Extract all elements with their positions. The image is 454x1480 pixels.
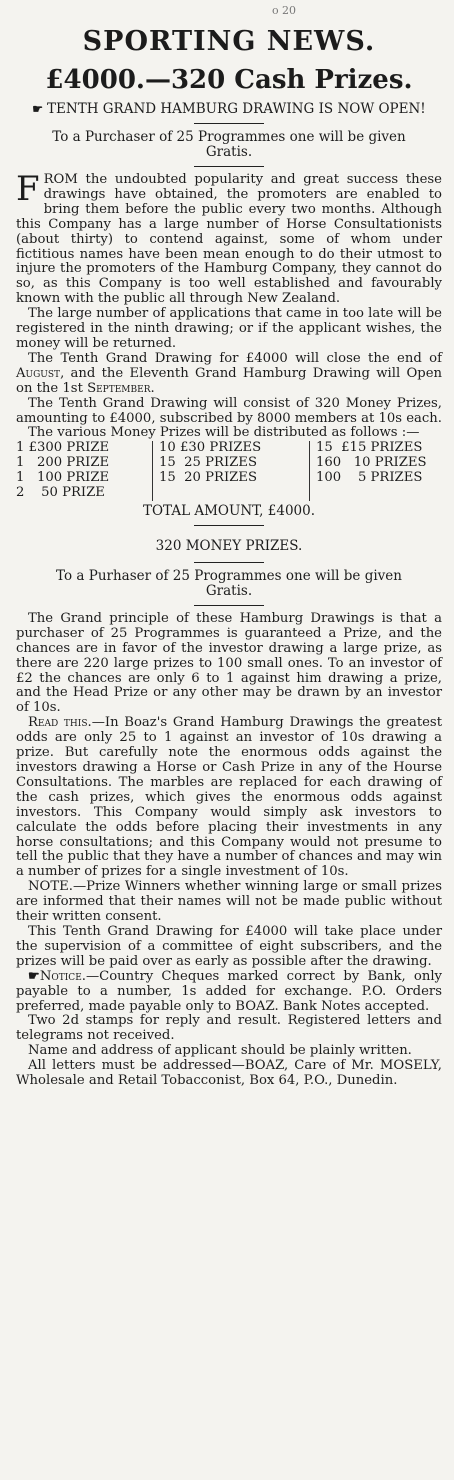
total-amount: TOTAL AMOUNT, £4000. xyxy=(142,502,315,519)
article-body xyxy=(16,169,442,441)
table-row: 2 50 PRIZE xyxy=(16,486,442,501)
divider xyxy=(194,605,264,606)
divider xyxy=(194,525,264,526)
gratis-label: Gratis. xyxy=(205,144,253,160)
table-row: 1 £300 PRIZE 10 £30 PRIZES 15 £15 PRIZES xyxy=(16,441,442,456)
prizes-heading: £4000.—320 Cash Prizes. xyxy=(45,65,413,95)
paragraph-applications: The large number of applications that came in too late will be registered in the ninth drawing; or if the applicant wishes, the money will be returned. xyxy=(16,306,442,351)
divider xyxy=(194,166,264,167)
programmes-line-2: To a Purhaser of 25 Programmes one will be given Gratis. xyxy=(16,569,442,599)
top-fragment: o 20 xyxy=(271,4,297,17)
pointing-hand-icon: ☛ xyxy=(32,102,44,116)
paragraph-dates: The Tenth Grand Drawing for £4000 will close the end of August, and the Eleventh Grand Hamburg Drawing will Open on the 1st September. xyxy=(16,350,442,396)
paragraph-read-this: Read this.—In Boaz's Grand Hamburg Drawings the greatest odds are only 25 to 1 against an investor of 10s drawing a prize. But carefully note the enormous odds against the investors drawing a Horse or Cash Prize in any of the Hourse Consultations. The marbles are replaced for each drawing of the cash prizes, which gives the enormous odds against investors. This Company would simply ask investors to calculate the odds before placing their investments in any horse consultations; and this Company would not presume to tell the public that they have a number of chances and may win a number of prizes for a single investment of 10s. xyxy=(16,715,442,880)
paragraph-principle: The Grand principle of these Hamburg Drawings is that a purchaser of 25 Programmes is guaranteed a Prize, and the chances are in favor of the investor drawing a large prize, as there are 220 large prizes to 100 small ones. To an investor of £2 the chances are only 6 to 1 against him drawing a prize, and the Head Prize or any other may be drawn by an investor of 10s. xyxy=(16,610,442,716)
pointing-hand-icon: ☛ xyxy=(28,968,40,984)
divider xyxy=(194,123,264,124)
read-this-label: Read this. xyxy=(28,715,92,731)
gratis-label-2: Gratis. xyxy=(205,582,253,599)
paragraph-note: NOTE.—Prize Winners whether winning large or small prizes are informed that their names will not be made public without their written consent. xyxy=(16,879,442,925)
paragraph-address: All letters must be addressed—BOAZ, Care of Mr. MOSELY, Wholesale and Retail Tobacconist, Box 64, P.O., Dunedin. xyxy=(16,1058,442,1089)
paragraph-distribution: The various Money Prizes will be distributed as follows :— xyxy=(28,425,420,441)
page-title: SPORTING NEWS. xyxy=(82,26,376,57)
paragraph-name-address: Name and address of applicant should be plainly written. xyxy=(28,1043,412,1059)
drawing-open-line: ☛ TENTH GRAND HAMBURG DRAWING IS NOW OPEN! xyxy=(32,101,426,117)
notice-label: Notice. xyxy=(39,968,86,984)
paragraph-consist: The Tenth Grand Drawing will consist of 320 Money Prizes, amounting to £4000, subscribed by 8000 members at 10s each. xyxy=(16,395,442,426)
prize-table xyxy=(16,441,442,501)
paragraph-notice: ☛Notice.—Country Cheques marked correct by Bank, only payable to a number, 1s added for exchange. P.O. Orders preferred, made payable only to BOAZ. Bank Notes accepted. xyxy=(16,968,442,1014)
table-row: 1 200 PRIZE 15 25 PRIZES 160 10 PRIZES xyxy=(16,456,442,471)
table-row: 1 100 PRIZE 15 20 PRIZES 100 5 PRIZES xyxy=(16,471,442,486)
programmes-line: To a Purchaser of 25 Programmes one will be given Gratis. xyxy=(16,130,442,160)
article-body-2 xyxy=(16,612,442,1089)
drop-cap: F xyxy=(16,169,40,209)
divider xyxy=(194,562,264,563)
money-prizes-heading: 320 MONEY PRIZES. xyxy=(155,537,303,554)
paragraph-stamps: Two 2d stamps for reply and result. Registered letters and telegrams not received. xyxy=(16,1013,442,1044)
paragraph-intro: FROM the undoubted popularity and great success these drawings have obtained, the promoters are enabled to bring them before the public every two months. Although this Company has a large number of Horse Consultationists (about thirty) to contend against, some of whom under fictitious names have been mean enough to do their utmost to injure the promoters of the Hamburg Company, they cannot do so, as this Company is too well established and favourably known with the public all through New Zealand. xyxy=(16,169,442,307)
paragraph-supervision: This Tenth Grand Drawing for £4000 will take place under the supervision of a committee of eight subscribers, and the prizes will be paid over as early as possible after the drawing. xyxy=(16,923,442,969)
